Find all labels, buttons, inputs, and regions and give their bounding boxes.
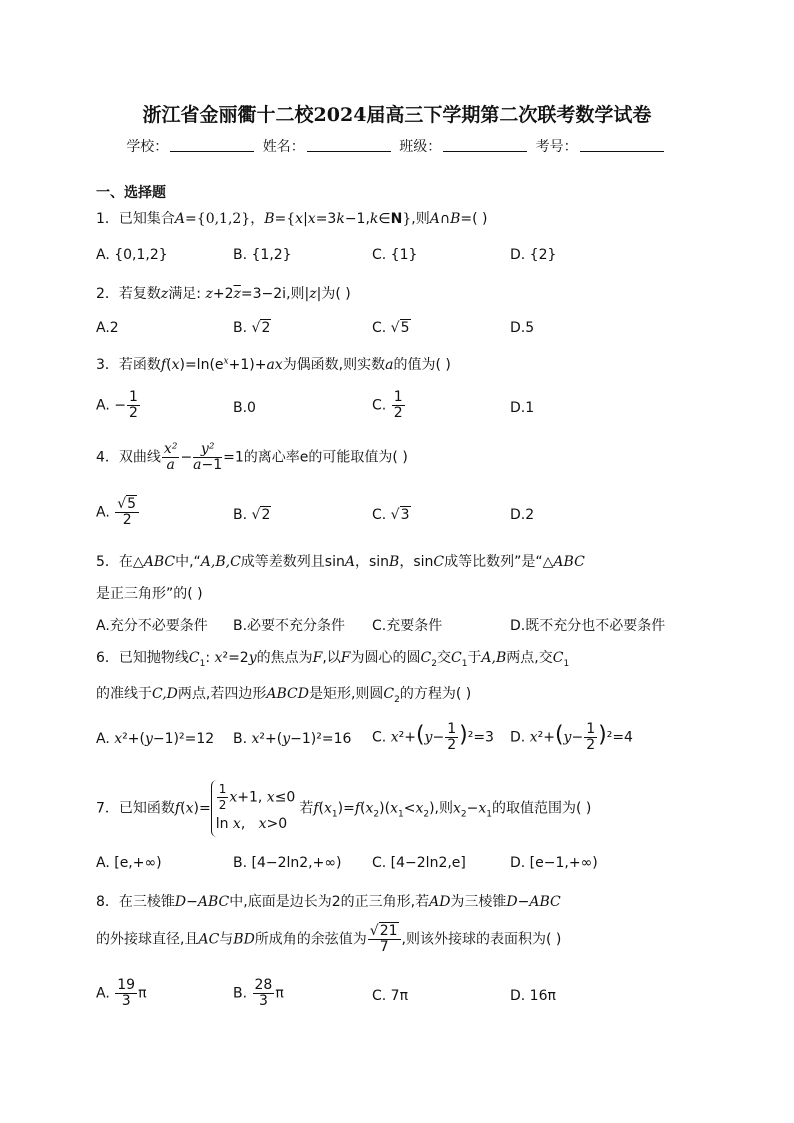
q6-option-d[interactable]: D. x²+(y− $\frac{1}{2}$ )²=4 [510,721,633,753]
class-blank [443,139,527,152]
question-5: 5．在△ABC中,“A,B,C成等差数列且sinA，sinB，sinC成等比数列”是“△ABC [96,554,585,570]
q1-option-c[interactable]: C. {1} [372,247,418,263]
exam-number-blank [580,139,664,152]
question-6-line-2: 的准线于C,D两点,若四边形ABCD是矩形,则圆$C_2$的方程为( ) [96,686,472,705]
question-7: 7．已知函数f(x)= $\frac{1}{2}$ x+1, x≤0 ln x, x>0 若$f(x_1)=f(x_2)(x_1<x_2)$,则$x_2-x_1$的取值范围为( ) [96,780,591,837]
q5-option-c[interactable]: C.充要条件 [372,618,443,634]
q3-option-c[interactable]: C. $\frac{1}{2}$ [372,389,403,421]
question-3: 3．若函数$f(x)=\ln(e^x+1)+ax$为偶函数,则实数a的值为( ) [96,356,451,373]
question-number: 8． [96,894,119,910]
q4-option-c[interactable]: C. √3 [372,507,410,523]
q6-option-a[interactable]: A. x²+(y−1)²=12 [96,731,215,747]
question-number: 2． [96,286,119,302]
question-4: 4．双曲线 $\frac{\text{x²}}{a}$ − $\frac{\text{y²}}{a-1}$ =1的离心率e的可能取值为( ) [96,441,408,473]
q2-option-b[interactable]: B. √2 [233,320,271,336]
q3-option-a[interactable]: A. − $\frac{1}{2}$ [96,389,138,421]
student-info-line [0,136,794,156]
question-number: 6． [96,650,119,666]
school-blank [170,139,254,152]
q4-option-b[interactable]: B. √2 [233,507,271,523]
question-number: 1． [96,211,119,227]
question-1: 1．已知集合A={0,1,2}，B={x|x=3k−1,k∈N},则A∩B=( ) [96,211,488,227]
q1-option-d[interactable]: D. {2} [510,247,557,263]
q8-option-d[interactable]: D. 16π [510,988,556,1004]
q3-option-b[interactable]: B.0 [233,400,256,416]
q8-option-b[interactable]: B. $\frac{28}{3}$ π [233,977,284,1009]
q1-option-b[interactable]: B. {1,2} [233,247,292,263]
q7-option-a[interactable]: A. [e,+∞) [96,855,162,871]
question-number: 3． [96,357,119,373]
q2-option-d[interactable]: D.5 [510,320,535,336]
question-6: 6．已知抛物线$C_1$: x²=2y的焦点为F,以F为圆心的圆$C_2$交$C_1$于A,B两点,交$C_1$ [96,650,570,669]
q2-option-c[interactable]: C. √5 [372,320,410,336]
question-8: 8．在三棱锥D−ABC中,底面是边长为2的正三角形,若AD为三棱锥D−ABC [96,894,561,910]
q5-option-b[interactable]: B.必要不充分条件 [233,618,346,634]
piecewise-cases: $\frac{1}{2}$ x+1, x≤0 ln x, x>0 [211,780,300,837]
q8-option-a[interactable]: A. $\frac{19}{3}$ π [96,977,147,1009]
section-heading: 一、选择题 [96,185,166,201]
q7-option-c[interactable]: C. [4−2ln2,e] [372,855,466,871]
q5-option-a[interactable]: A.充分不必要条件 [96,618,208,634]
question-number: 4． [96,449,119,466]
q6-option-b[interactable]: B. x²+(y−1)²=16 [233,731,352,747]
q4-option-a[interactable]: A. $\frac{√5}{2}$ [96,497,140,528]
q2-option-a[interactable]: A.2 [96,320,119,336]
question-5-line-2: 是正三角形”的( ) [96,586,203,602]
q3-option-d[interactable]: D.1 [510,400,535,416]
name-label: 姓名： [262,139,305,155]
school-label: 学校： [126,139,169,155]
question-8-line-2: 的外接球直径,且AC与BD所成角的余弦值为 $\frac{√21}{7}$ ,则该外接球的表面积为( ) [96,923,562,955]
page-title: 浙江省金丽衢十二校2024届高三下学期第二次联考数学试卷 [142,104,652,126]
class-label: 班级： [399,139,442,155]
q8-option-c[interactable]: C. 7π [372,988,409,1004]
question-number: 5． [96,554,119,570]
q7-option-d[interactable]: D. [e−1,+∞) [510,855,598,871]
q5-option-d[interactable]: D.既不充分也不必要条件 [510,618,666,634]
question-number: 7． [96,800,119,817]
q7-option-b[interactable]: B. [4−2ln2,+∞) [233,855,342,871]
q6-option-c[interactable]: C. x²+(y− $\frac{1}{2}$ )²=3 [372,721,494,753]
q4-option-d[interactable]: D.2 [510,507,535,523]
exam-number-label: 考号： [535,139,578,155]
name-blank [307,139,391,152]
q1-option-a[interactable]: A. {0,1,2} [96,247,168,263]
question-2: 2．若复数z满足: $z+2\overline{z}=3-2i$,则|z|为( ) [96,286,351,302]
